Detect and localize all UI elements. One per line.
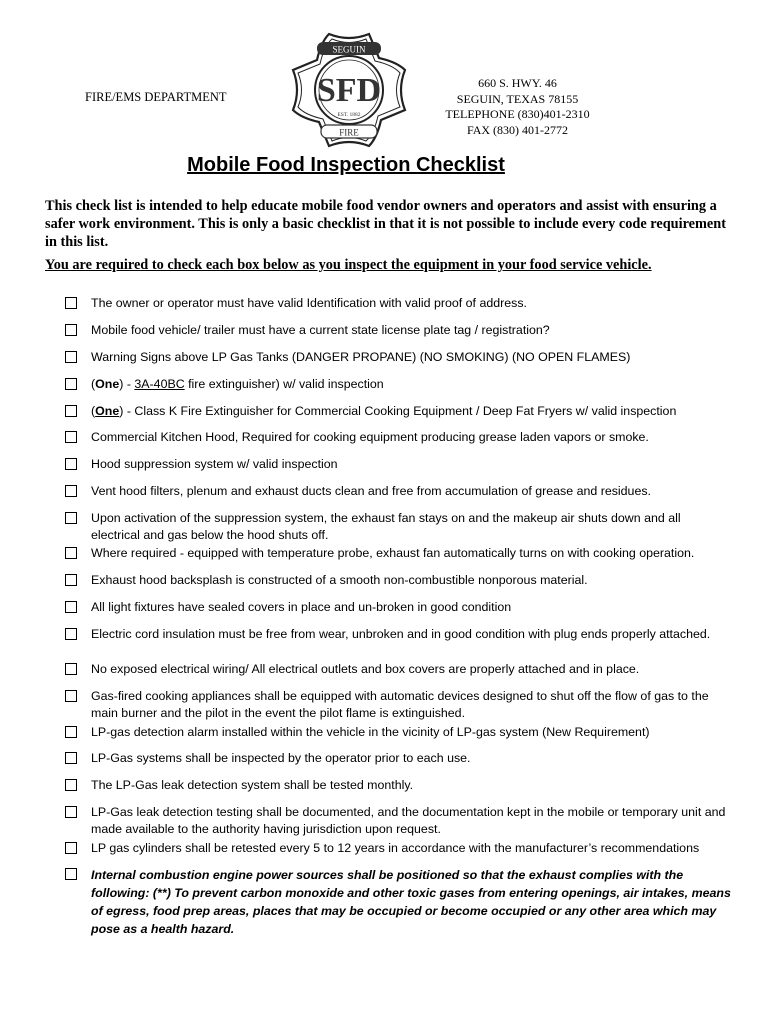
checklist-item-text: Gas-fired cooking appliances shall be equipped with automatic devices designed to shut off the flow of gas to the main burner and the pilot in the event the pilot flame is extinguished. xyxy=(91,689,709,720)
page-title: Mobile Food Inspection Checklist xyxy=(187,154,505,176)
checkbox[interactable] xyxy=(65,806,77,818)
checkbox[interactable] xyxy=(65,574,77,586)
address-line: TELEPHONE (830)401-2310 xyxy=(445,107,590,121)
logo-monogram: SFD xyxy=(316,72,382,109)
checkbox[interactable] xyxy=(65,842,77,854)
checkbox[interactable] xyxy=(65,663,77,675)
checklist-item-text: No exposed electrical wiring/ All electrical outlets and box covers are properly attached and in place. xyxy=(91,662,640,676)
checkbox[interactable] xyxy=(65,601,77,613)
instruction-note: You are required to check each box below as you inspect the equipment in your food service vehicle. xyxy=(45,257,652,273)
checkbox[interactable] xyxy=(65,868,77,880)
checklist-item-text: Exhaust hood backsplash is constructed of a smooth non-combustible nonporous material. xyxy=(91,573,588,587)
checklist-item-text: Upon activation of the suppression system, the exhaust fan stays on and the makeup air shuts down and all electrical and gas below the hood shuts off. xyxy=(91,511,681,542)
checkbox[interactable] xyxy=(65,547,77,559)
checklist-item-text: The owner or operator must have valid Identification with valid proof of address. xyxy=(91,296,527,310)
checklist-item-text: LP-gas detection alarm installed within the vehicle in the vicinity of LP-gas system (New Requirement) xyxy=(91,725,650,739)
department-address xyxy=(440,76,595,138)
logo-est-text: EST. 1882 xyxy=(337,112,361,118)
checkbox[interactable] xyxy=(65,690,77,702)
checklist-item-text: (One) - Class K Fire Extinguisher for Commercial Cooking Equipment / Deep Fat Fryers w/ valid inspection xyxy=(91,404,677,418)
checklist-item-text: All light fixtures have sealed covers in place and un-broken in good condition xyxy=(91,600,512,614)
checklist-item-text: Hood suppression system w/ valid inspection xyxy=(91,457,338,471)
checklist-item-text: Commercial Kitchen Hood, Required for cooking equipment producing grease laden vapors or smoke. xyxy=(91,430,649,444)
checkbox[interactable] xyxy=(65,431,77,443)
checklist-item-text: LP gas cylinders shall be retested every 5 to 12 years in accordance with the manufacturer’s recommendations xyxy=(91,841,700,855)
checkbox[interactable] xyxy=(65,351,77,363)
checklist-item-text: (One) - 3A-40BC fire extinguisher) w/ valid inspection xyxy=(91,377,384,391)
fire-department-logo xyxy=(287,28,411,152)
checklist-item-text: Mobile food vehicle/ trailer must have a current state license plate tag / registration? xyxy=(91,323,550,337)
checkbox[interactable] xyxy=(65,405,77,417)
checkbox[interactable] xyxy=(65,752,77,764)
checklist-item-text: Vent hood filters, plenum and exhaust ducts clean and free from accumulation of grease and residues. xyxy=(91,484,651,498)
checkbox[interactable] xyxy=(65,378,77,390)
checkbox[interactable] xyxy=(65,458,77,470)
checkbox[interactable] xyxy=(65,512,77,524)
department-name: FIRE/EMS DEPARTMENT xyxy=(85,90,227,104)
checklist-item-text: Electric cord insulation must be free from wear, unbroken and in good condition with plug ends properly attached. xyxy=(91,627,711,641)
checkbox[interactable] xyxy=(65,297,77,309)
logo-bottom-text: FIRE xyxy=(339,127,359,138)
checkbox[interactable] xyxy=(65,628,77,640)
checkbox[interactable] xyxy=(65,485,77,497)
checklist-item-text: LP-Gas leak detection testing shall be documented, and the documentation kept in the mobile or temporary unit and made available to the authority having jurisdiction upon request. xyxy=(91,805,726,836)
checkbox[interactable] xyxy=(65,779,77,791)
checklist-item-text: Warning Signs above LP Gas Tanks (DANGER PROPANE) (NO SMOKING) (NO OPEN FLAMES) xyxy=(91,350,631,364)
checkbox[interactable] xyxy=(65,324,77,336)
address-line: 660 S. HWY. 46 xyxy=(478,76,557,90)
address-line: SEGUIN, TEXAS 78155 xyxy=(456,91,579,106)
checklist-item-text: The LP-Gas leak detection system shall be tested monthly. xyxy=(91,778,414,792)
checkbox[interactable] xyxy=(65,726,77,738)
intro-paragraph: This check list is intended to help educate mobile food vendor owners and operators and assist with ensuring a safer work environment. This is only a basic checklist in that it is not possible to include every code requirement in this list. xyxy=(45,198,726,250)
checklist-item-text: Where required - equipped with temperature probe, exhaust fan automatically turns on with cooking operation. xyxy=(91,546,695,560)
checklist-item-text: LP-Gas systems shall be inspected by the operator prior to each use. xyxy=(91,751,471,765)
address-line: FAX (830) 401-2772 xyxy=(466,122,569,137)
checklist-item-text: Internal combustion engine power sources shall be positioned so that the exhaust complies with the following: (**) To prevent carbon monoxide and other toxic gases from entering openings, air intakes, means of egress, food prep areas, places that may be occupied or become occupied or any other area which may pose as a health hazard. xyxy=(91,868,731,936)
logo-top-text: SEGUIN xyxy=(332,44,366,55)
